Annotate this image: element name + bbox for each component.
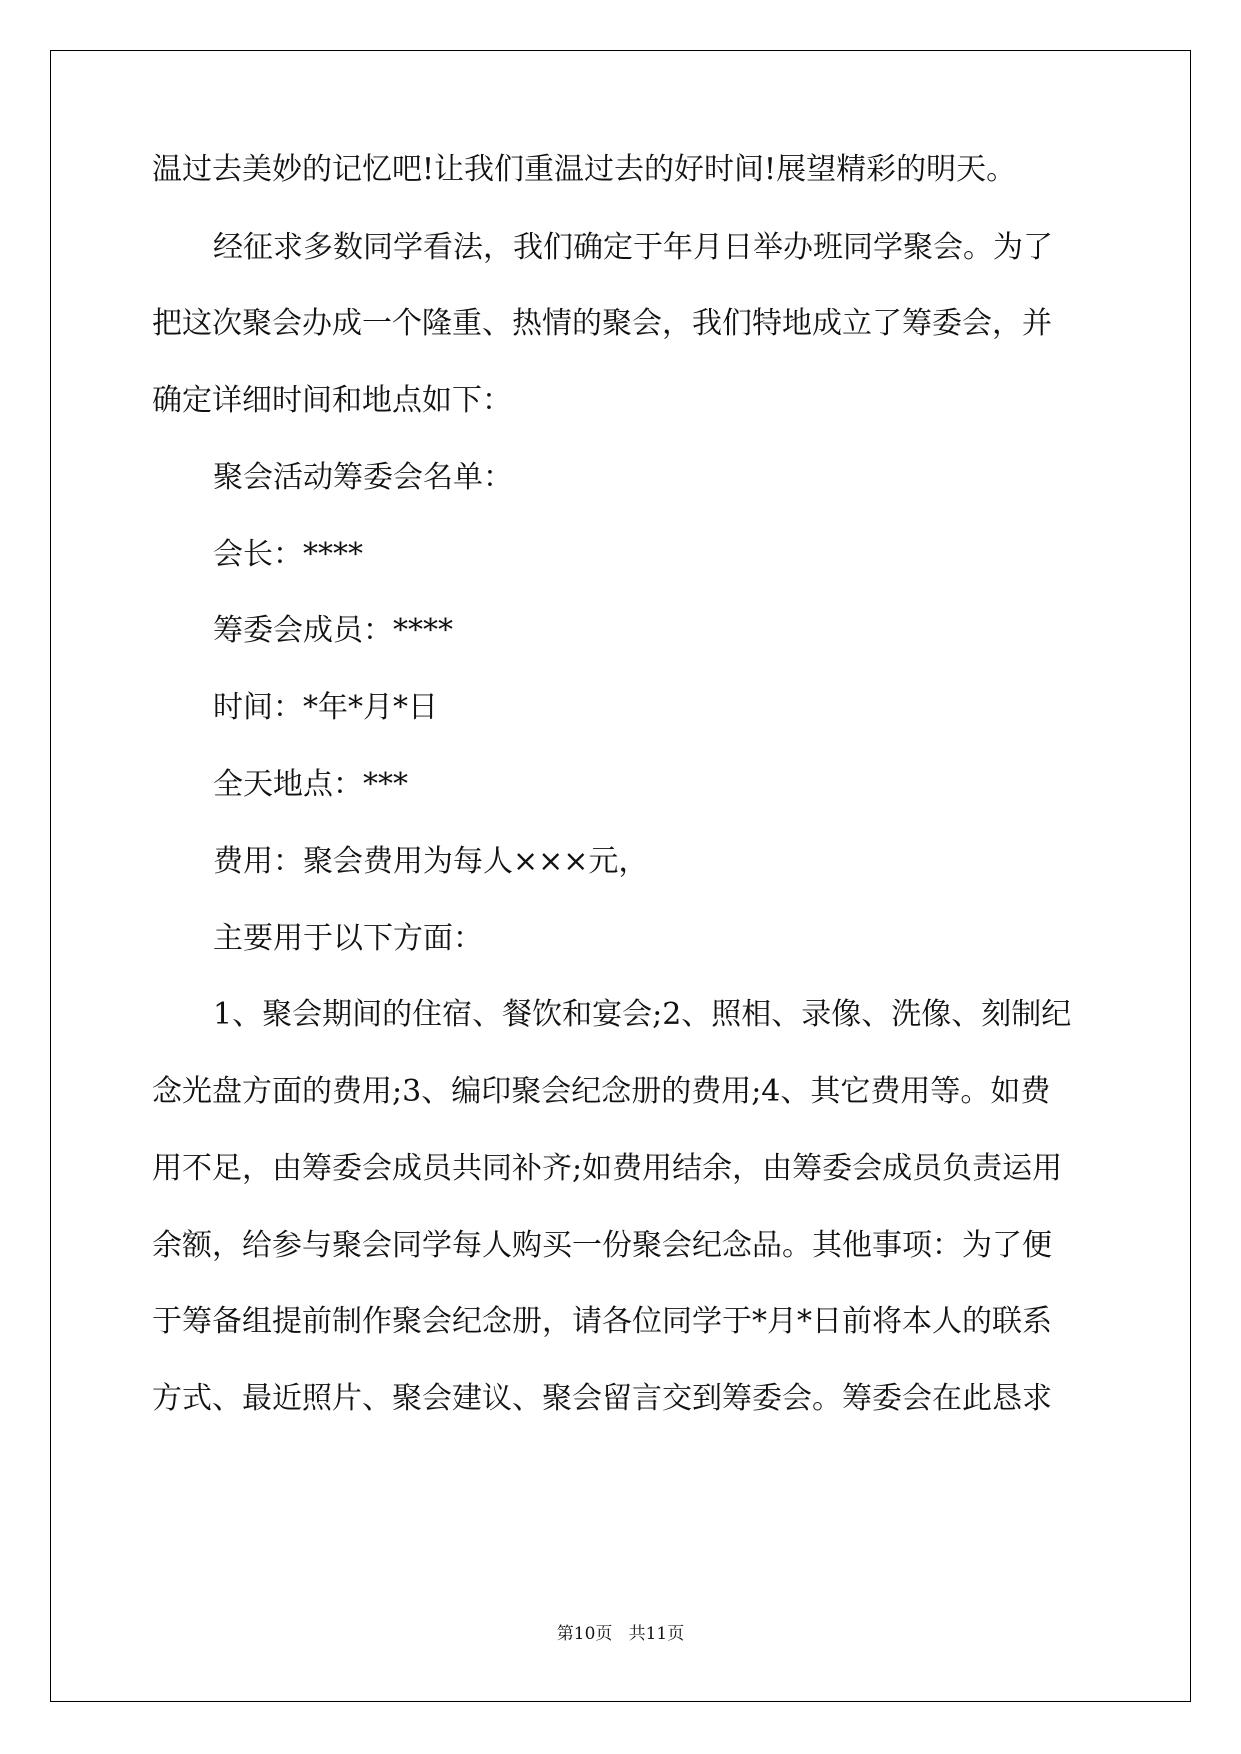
text-line-3: 把这次聚会办成一个隆重、热情的聚会，我们特地成立了筹委会，并 (152, 306, 1052, 341)
text-line-11: 主要用于以下方面： (213, 921, 483, 956)
text-line-5: 聚会活动筹委会名单： (213, 460, 513, 495)
text-line-16: 于筹备组提前制作聚会纪念册，请各位同学于*月*日前将本人的联系 (152, 1304, 1052, 1339)
text-line-8: 时间：*年*月*日 (213, 690, 438, 725)
text-line-14: 用不足，由筹委会成员共同补齐;如费用结余，由筹委会成员负责运用 (152, 1151, 1063, 1186)
text-line-4: 确定详细时间和地点如下： (152, 383, 512, 418)
text-line-12: 1、聚会期间的住宿、餐饮和宴会;2、照相、录像、洗像、刻制纪 (213, 997, 1072, 1032)
text-line-2: 经征求多数同学看法，我们确定于年月日举办班同学聚会。为了 (213, 230, 1053, 265)
page-total: 共11页 (628, 1624, 685, 1644)
text-line-9: 全天地点：*** (213, 767, 408, 802)
page-number: 第10页 (556, 1624, 613, 1644)
text-line-6: 会长：**** (213, 537, 363, 572)
text-line-17: 方式、最近照片、聚会建议、聚会留言交到筹委会。筹委会在此恳求 (152, 1381, 1052, 1416)
text-line-10: 费用：聚会费用为每人×××元， (213, 844, 649, 879)
text-line-1: 温过去美妙的记忆吧!让我们重温过去的好时间!展望精彩的明天。 (152, 152, 1017, 187)
page-footer (0, 1619, 1241, 1644)
text-line-7: 筹委会成员：**** (213, 613, 453, 648)
text-line-15: 余额，给参与聚会同学每人购买一份聚会纪念品。其他事项：为了便 (152, 1228, 1052, 1263)
text-line-13: 念光盘方面的费用;3、编印聚会纪念册的费用;4、其它费用等。如费 (152, 1074, 1051, 1109)
